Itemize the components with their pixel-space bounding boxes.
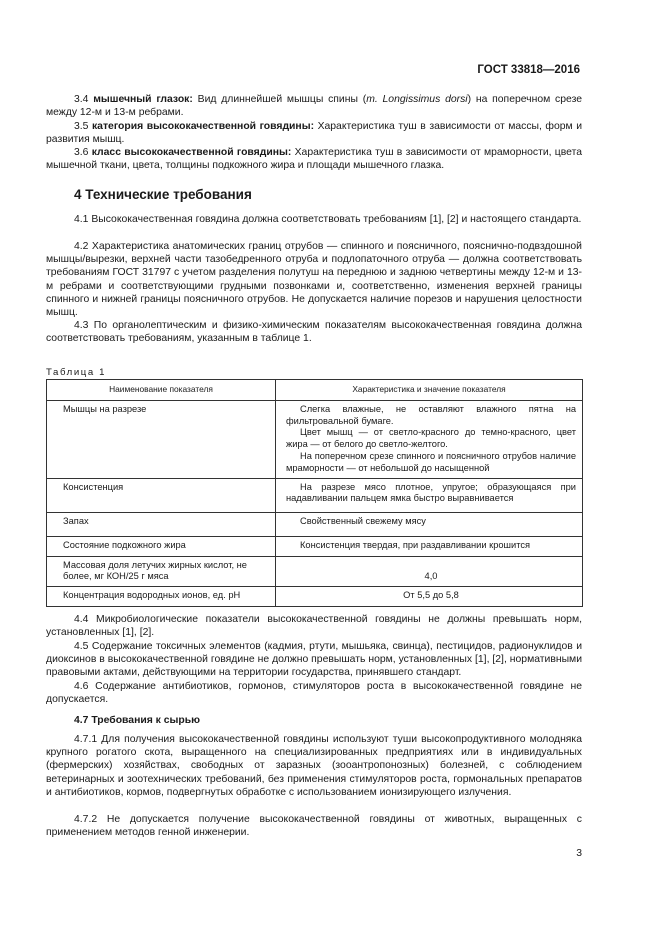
paragraph-text: 4.7.1 Для получения высококачественной говядины используют туши высокопродуктивного молодняка крупного рогатого скота, выращенного на специализированных предприятиях или в индивидуальных (фермерских) хозяйствах, свободных от заразных (зооантропонозных) болезней, с соблюдением ветеринарных и зоотехнических требований, без применения стимуляторов роста, гормональных препаратов и антибиотиков, кормов, подвергнутых обработке с использованием ионизирующего излучения. (46, 734, 582, 798)
indicator-value (276, 512, 583, 536)
value-text: Слегка влажные, не оставляют влажного пятна на фильтровальной бумаге. (286, 403, 576, 426)
section-title: 4 Технические требования (74, 187, 252, 202)
page-number: 3 (576, 848, 582, 859)
column-header: Наименование показателя (47, 380, 276, 401)
value-text: Цвет мышц — от светло-красного до темно-красного, цвет жира — от белого до светло-желтого. (286, 427, 576, 450)
indicator-value: От 5,5 до 5,8 (276, 587, 583, 607)
paragraph-4-2 (46, 240, 582, 319)
definition-text: Характеристика туш в зависимости от массы, форм и развития мышц. (46, 121, 582, 146)
indicators-table (46, 379, 583, 607)
value-line (286, 427, 576, 451)
definition-number: 3.5 (74, 121, 89, 132)
definition-number: 3.4 (74, 94, 89, 105)
table-caption: Таблица 1 (46, 367, 107, 378)
definition-text: Вид длиннейшей мышцы спины ( (192, 94, 367, 105)
indicator-name: Консистенция (47, 478, 276, 512)
indicator-value (276, 478, 583, 512)
paragraph-4-4 (46, 613, 582, 639)
paragraph-text: 4.5 Содержание токсичных элементов (кадмия, ртути, мышьяка, свинца), пестицидов, радионуклидов и диоксинов в высококачественной говядине не должно превышать норм, установленных [1], [2], нормативными правовыми актами, действующими на территории государства, принявшего стандарт. (46, 641, 582, 679)
definition-term: класс высококачественной говядины: (91, 147, 292, 158)
table-row (47, 536, 583, 556)
indicator-value (276, 536, 583, 556)
value-line (286, 404, 576, 428)
indicator-name: Концентрация водородных ионов, ед. рН (47, 587, 276, 607)
paragraph-4-3 (46, 319, 582, 345)
value-text: Консистенция твердая, при раздавливании крошится (300, 539, 531, 550)
value-text: Свойственный свежему мясу (300, 515, 426, 526)
paragraph-text: 4.6 Содержание антибиотиков, гормонов, стимуляторов роста в высококачественной говядине не допускается. (46, 681, 582, 706)
definition-3-4 (46, 93, 582, 119)
table-row (47, 587, 583, 607)
paragraph-text: 4.3 По органолептическим и физико-химическим показателям высококачественная говядина должна соответствовать требованиям, указанным в таблице 1. (46, 320, 582, 345)
paragraph-4-7-2 (46, 813, 582, 839)
table-row (47, 478, 583, 512)
table-row (47, 556, 583, 587)
value-text: На разрезе мясо плотное, упругое; образующаяся при надавливании пальцем ямка быстро выравнивается (286, 481, 576, 504)
indicator-name: Мышцы на разрезе (47, 400, 276, 478)
paragraph-4-6 (46, 680, 582, 706)
paragraph-text: 4.7.2 Не допускается получение высококачественной говядины от животных, выращенных с применением методов генной инженерии. (46, 814, 582, 839)
indicator-name: Запах (47, 512, 276, 536)
paragraph-text: 4.1 Высококачественная говядина должна соответствовать требованиям [1], [2] и настоящего стандарта. (74, 214, 582, 225)
definition-3-6 (46, 146, 582, 172)
definition-3-5 (46, 120, 582, 146)
indicator-value: 4,0 (276, 556, 583, 587)
value-line (286, 451, 576, 475)
paragraph-text: 4.2 Характеристика анатомических границ отрубов — спинного и поясничного, пояснично-подвздошной мышцы/вырезки, верхней части тазобедренного отруба и подлопаточного отруба — должна соответствовать требованиям ГОСТ 31797 с учетом разделения полутуш на переднюю и заднюю четвертины между 12-м и 13-м ребрами и соответствующими грудными позвонками и, соответственно, изменения верхней границы спинного и нижней границы поясничного отрубов. Не допускается наличие порезов и нарушения целостности мышц. (46, 241, 582, 319)
latin-term: m. Longissimus dorsi (366, 94, 468, 105)
table-header-row (47, 380, 583, 401)
indicator-name: Массовая доля летучих жирных кислот, не более, мг КОН/25 г мяса (47, 556, 276, 587)
paragraph-4-1 (46, 213, 582, 226)
standard-code: ГОСТ 33818—2016 (477, 64, 580, 76)
paragraph-4-7-1 (46, 733, 582, 799)
indicator-value (276, 400, 583, 478)
paragraph-text: 4.4 Микробиологические показатели высококачественной говядины не должны превышать норм, установленных [1], [2]. (46, 614, 582, 639)
value-text: На поперечном срезе спинного и поясничного отрубов наличие мраморности — от небольшой до насыщенной (286, 450, 576, 473)
column-header: Характеристика и значение показателя (276, 380, 583, 401)
table-row (47, 512, 583, 536)
definition-term: категория высококачественной говядины: (91, 121, 315, 132)
definition-term: мышечный глазок: (93, 94, 193, 105)
table-row (47, 400, 583, 478)
definition-text: Характеристика туш в зависимости от мраморности, цвета мышечной ткани, цвета, толщины подкожного жира и площади мышечного глазка. (46, 147, 583, 172)
definition-text: ) на поперечном срезе между 12-м и 13-м ребрами. (46, 94, 582, 119)
paragraph-4-5 (46, 640, 582, 680)
subsection-title: 4.7 Требования к сырью (74, 715, 201, 726)
definition-number: 3.6 (74, 147, 89, 158)
indicator-name: Состояние подкожного жира (47, 536, 276, 556)
